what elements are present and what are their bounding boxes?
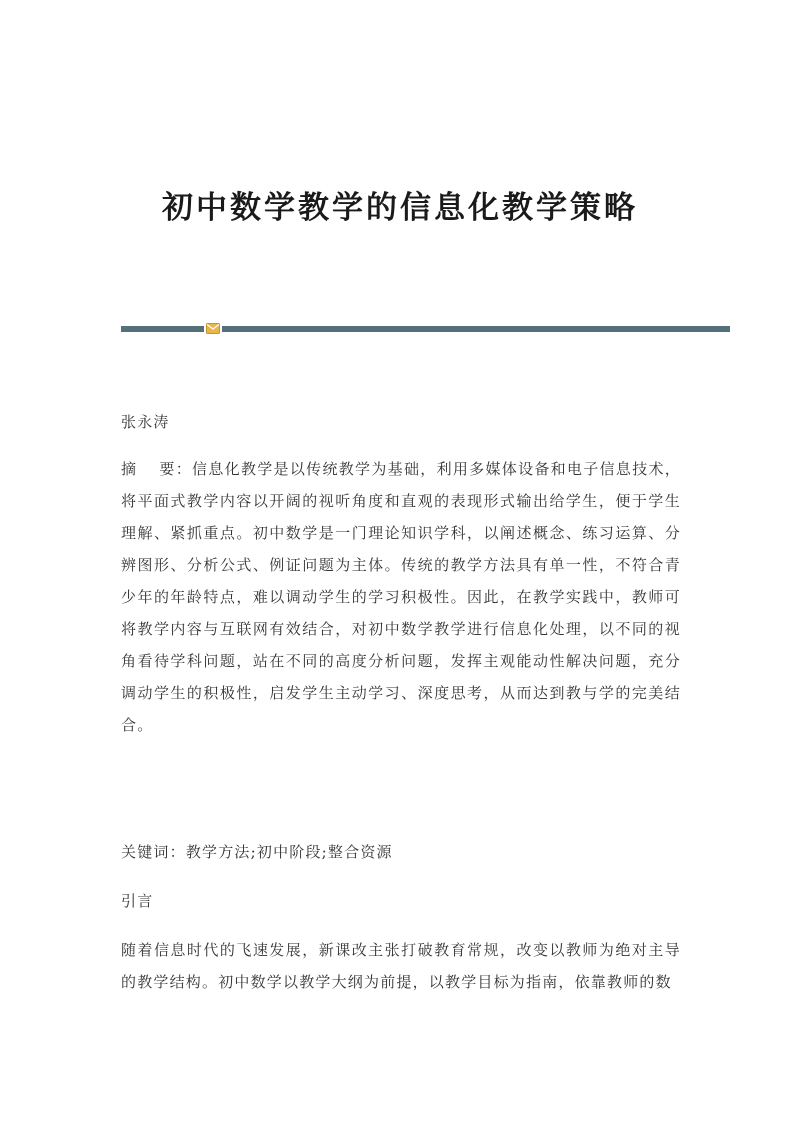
envelope-icon <box>206 323 220 334</box>
keywords-text: 教学方法;初中阶段;整合资源 <box>185 843 393 861</box>
author-name: 张永涛 <box>121 413 170 431</box>
intro-paragraph: 随着信息时代的飞速发展，新课改主张打破教育常规，改变以教师为绝对主导的教学结构。初中数学以教学大纲为前提，以教学目标为指南，依靠教师的数 <box>121 941 681 991</box>
keywords-line <box>121 836 681 868</box>
section-heading: 引言 <box>121 892 154 910</box>
abstract-label-part1: 摘 <box>121 460 138 478</box>
title-rule-left <box>121 326 204 332</box>
document-title: 初中数学教学的信息化教学策略 <box>162 190 638 226</box>
abstract-text: 信息化教学是以传统教学为基础，利用多媒体设备和电子信息技术，将平面式教学内容以开阔的视听角度和直观的表现形式输出给学生，便于学生理解、紧抓重点。初中数学是一门理论知识学科，以阐述概念、练习运算、分辨图形、分析公式、例证问题为主体。传统的教学方法具有单一性，不符合青少年的年龄特点，难以调动学生的学习积极性。因此，在教学实践中，教师可将教学内容与互联网有效结合，对初中数学教学进行信息化处理，以不同的视角看待学科问题，站在不同的高度分析问题，发挥主观能动性解决问题，充分调动学生的积极性，启发学生主动学习、深度思考，从而达到教与学的完美结合。 <box>121 460 682 734</box>
abstract-label-part2: 要： <box>159 460 193 478</box>
title-rule-right <box>222 326 730 332</box>
keywords-label: 关键词： <box>121 843 186 861</box>
abstract-block <box>121 453 681 741</box>
